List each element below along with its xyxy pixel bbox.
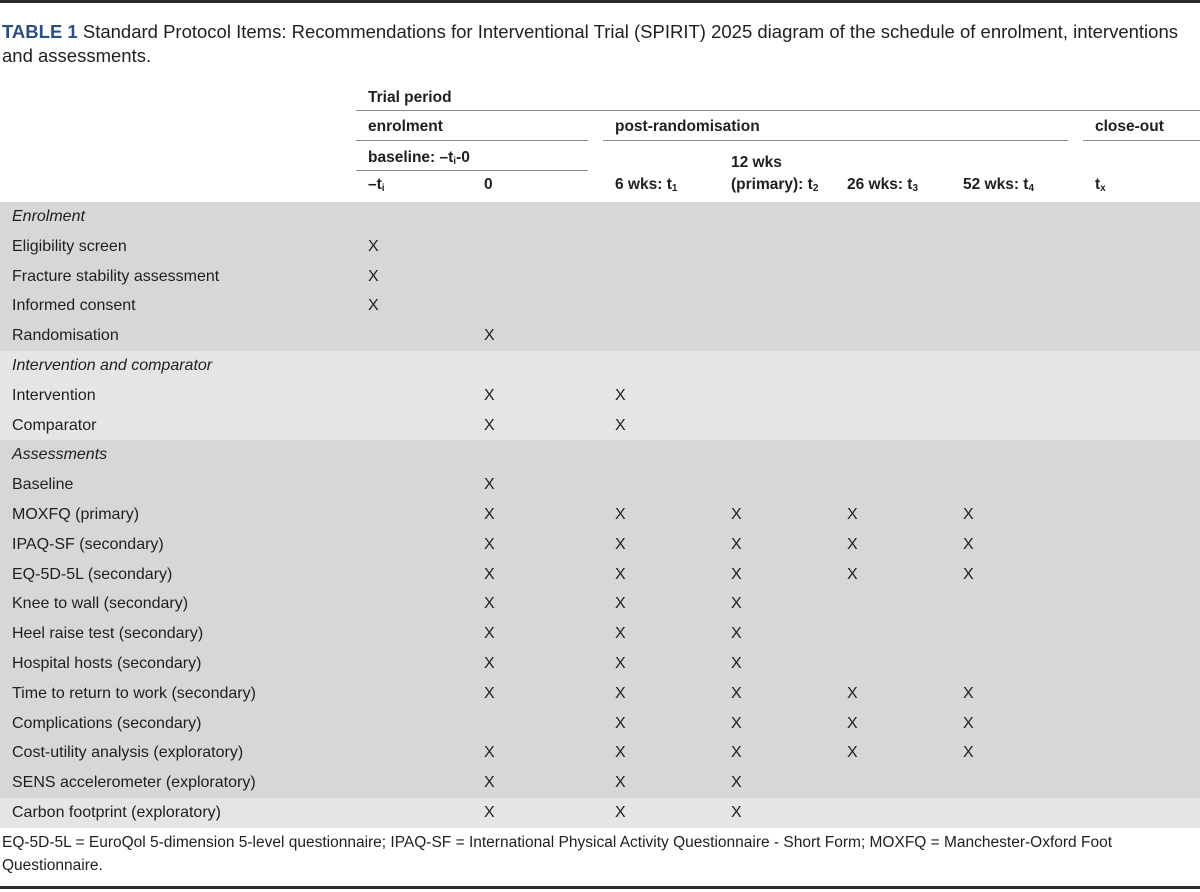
section-label: Enrolment [12,208,85,225]
schedule-mark: X [731,535,742,553]
schedule-mark: X [484,535,495,553]
schedule-mark: X [368,267,379,285]
schedule-mark: X [368,237,379,255]
table-row [0,500,1200,530]
schedule-mark: X [847,684,858,702]
schedule-mark: X [484,744,495,762]
schedule-mark: X [615,625,626,643]
table-row [0,738,1200,768]
schedule-mark: X [484,416,495,434]
header-rule-enrolment [356,140,588,141]
table-footnote: EQ-5D-5L = EuroQol 5-dimension 5-level questionnaire; IPAQ-SF = International Physical Activity Questionnaire - Short Form; MOXFQ = Manchester-Oxford Foot Questionnaire. [2,834,1112,874]
schedule-mark: X [847,565,858,583]
header-rule-trial-period [356,110,1200,111]
column-ti: $-t_i$ [368,176,385,194]
schedule-mark: X [847,714,858,732]
schedule-mark: X [615,595,626,613]
column-12-wks-line2: (primary): $t_2$ [731,176,819,194]
schedule-mark: X [963,714,974,732]
row-label: Fracture stability assessment [12,267,220,285]
row-label: Heel raise test (secondary) [12,625,204,643]
schedule-mark: X [484,327,495,345]
schedule-mark: X [484,684,495,702]
schedule-mark: X [963,744,974,762]
column-tx: $t_x$ [1095,176,1106,194]
row-label: Comparator [12,416,97,434]
section-row [0,202,1200,232]
table-row [0,530,1200,560]
row-label: SENS accelerometer (exploratory) [12,774,256,792]
column-6-wks: 6 wks: $t_1$ [615,176,678,194]
schedule-mark: X [484,803,495,821]
header-trial-period: Trial period [368,89,452,106]
schedule-mark: X [615,654,626,672]
schedule-mark: X [963,684,974,702]
table-row [0,232,1200,262]
schedule-mark: X [731,654,742,672]
row-label: Randomisation [12,327,119,345]
schedule-mark: X [615,535,626,553]
column-0: 0 [484,176,493,193]
row-label: EQ-5D-5L (secondary) [12,565,173,583]
top-rule [0,0,1200,3]
table-label: TABLE 1 [2,21,78,42]
schedule-mark: X [615,386,626,404]
header-post-randomisation: post-randomisation [615,118,760,135]
schedule-mark: X [484,774,495,792]
schedule-mark: X [731,684,742,702]
schedule-mark: X [847,744,858,762]
row-label: Intervention [12,386,96,404]
table-caption [2,20,1192,68]
section-label: Assessments [12,446,108,464]
table-row [0,768,1200,798]
row-label: Time to return to work (secondary) [12,684,256,702]
table-row [0,470,1200,500]
table-row [0,589,1200,619]
row-label: Eligibility screen [12,237,127,255]
header-close-out: close-out [1095,118,1164,135]
schedule-mark: X [731,565,742,583]
schedule-mark: X [484,595,495,613]
table-row [0,679,1200,709]
schedule-mark: X [615,416,626,434]
row-label: Cost-utility analysis (exploratory) [12,744,244,762]
header-enrolment: enrolment [368,118,443,135]
schedule-mark: X [847,505,858,523]
column-52-wks: 52 wks: $t_4$ [963,176,1035,194]
schedule-mark: X [615,714,626,732]
schedule-mark: X [731,774,742,792]
table-row [0,649,1200,679]
section-row [0,440,1200,470]
header-baseline: baseline: $-t_i-0$ [368,149,470,167]
schedule-mark: X [731,744,742,762]
schedule-mark: X [963,535,974,553]
schedule-mark: X [615,774,626,792]
header-rule-close-out [1083,140,1200,141]
schedule-mark: X [484,565,495,583]
row-label: Hospital hosts (secondary) [12,654,202,672]
row-label: Informed consent [12,297,136,315]
table-row [0,709,1200,739]
schedule-mark: X [963,565,974,583]
row-label: Baseline [12,476,74,494]
schedule-mark: X [731,595,742,613]
bottom-rule [0,886,1200,889]
schedule-mark: X [731,714,742,732]
table-row [0,291,1200,321]
schedule-mark: X [484,654,495,672]
row-label: Carbon footprint (exploratory) [12,803,221,821]
table-row [0,321,1200,351]
table-row [0,798,1200,828]
schedule-mark: X [484,386,495,404]
section-label: Intervention and comparator [12,356,213,374]
table-row [0,560,1200,590]
header-rule-post-randomisation [603,140,1068,141]
schedule-mark: X [484,476,495,494]
schedule-mark: X [847,535,858,553]
table-row [0,262,1200,292]
header-rule-baseline [356,170,588,171]
caption-text: Standard Protocol Items: Recommendations for Interventional Trial (SPIRIT) 2025 diagram of the schedule of enrolment, interventions and assessments. [2,21,1178,66]
schedule-mark: X [484,625,495,643]
schedule-mark: X [963,505,974,523]
schedule-mark: X [731,505,742,523]
column-12-wks-line1: 12 wks [731,154,782,171]
table-row [0,619,1200,649]
schedule-mark: X [615,744,626,762]
schedule-mark: X [615,684,626,702]
schedule-mark: X [731,803,742,821]
schedule-mark: X [615,803,626,821]
schedule-mark: X [615,505,626,523]
section-row [0,351,1200,381]
table-row [0,411,1200,441]
schedule-mark: X [731,625,742,643]
schedule-table-body [0,202,1200,828]
row-label: Complications (secondary) [12,714,202,732]
schedule-mark: X [615,565,626,583]
table-row [0,381,1200,411]
schedule-mark: X [368,297,379,315]
column-26-wks: 26 wks: $t_3$ [847,176,919,194]
row-label: MOXFQ (primary) [12,505,140,523]
row-label: Knee to wall (secondary) [12,595,189,613]
schedule-mark: X [484,505,495,523]
row-label: IPAQ-SF (secondary) [12,535,164,553]
